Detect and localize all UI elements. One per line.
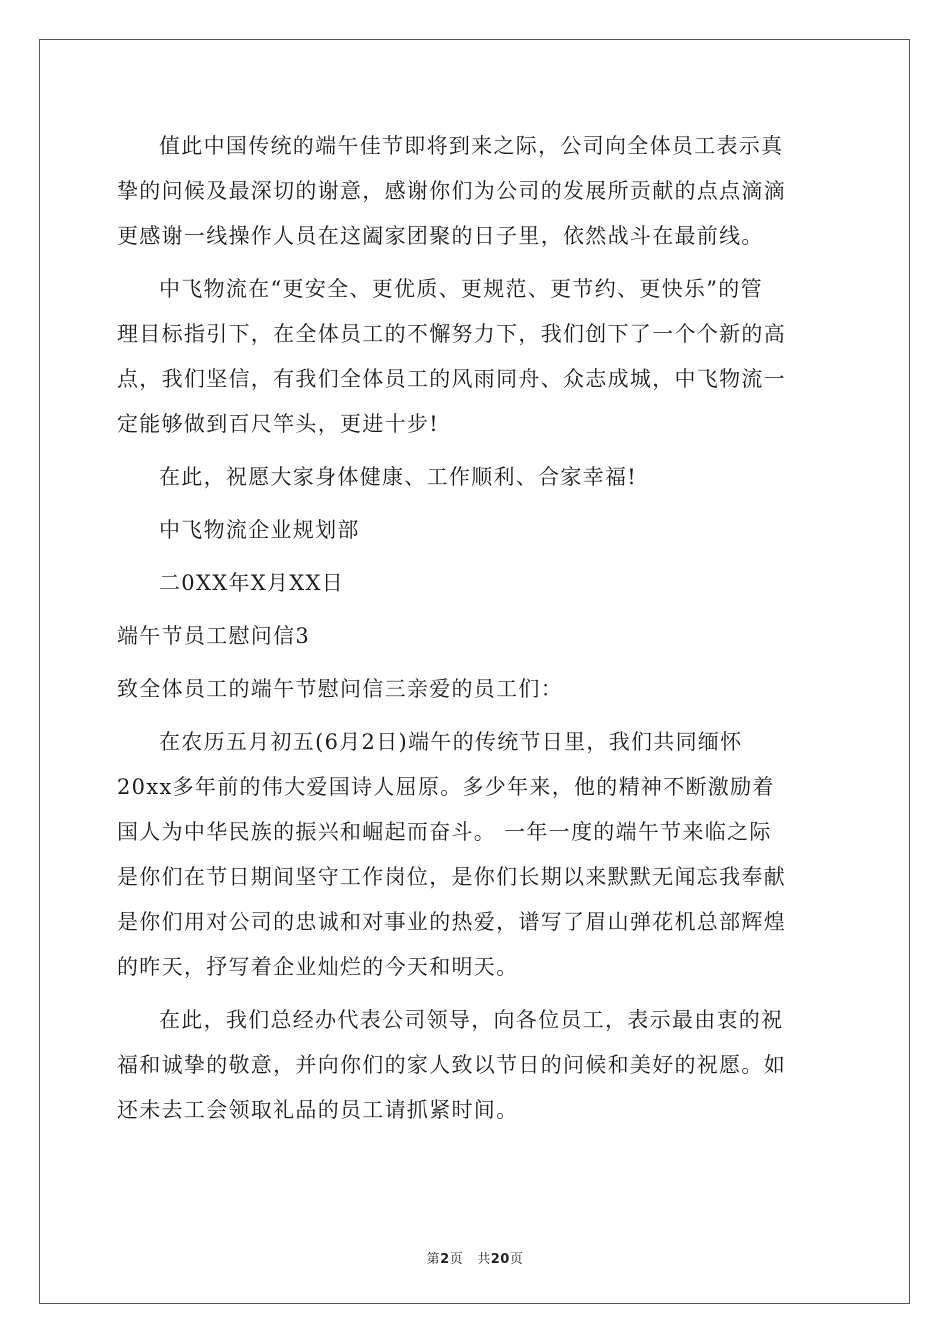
paragraph-closing [117,998,833,1133]
text-line: 中飞物流在“更安全、更优质、更规范、更节约、更快乐”的管 [159,277,763,301]
page-suffix: 页 [449,1252,464,1267]
page-number: 2 [440,1252,450,1267]
text-line: 国人为中华民族的振兴和崛起而奋斗。 一年一度的端午节来临之际 [117,820,772,844]
text-line: 定能够做到百尺竿头，更进十步! [117,412,439,436]
signature-department: 中飞物流企业规划部 [159,518,360,542]
salutation-line: 致全体员工的端午节慰问信三亲爱的员工们： [117,677,563,701]
text-line: 福和诚挚的敬意，并向你们的家人致以节日的问候和美好的祝愿。如 [117,1053,786,1077]
paragraph-goals [117,267,833,447]
paragraph-festival [117,720,833,990]
text-line: 是你们在节日期间坚守工作岗位，是你们长期以来默默无闻忘我奉献 [117,865,786,889]
paragraph-greeting [117,124,833,259]
text-line: 在农历五月初五(6月2日)端午的传统节日里，我们共同缅怀 [159,730,743,754]
page-footer [0,1248,950,1267]
text-line: 20xx多年前的伟大爱国诗人屈原。多少年来，他的精神不断激励着 [117,775,775,799]
page-prefix: 第 [426,1252,441,1267]
text-line: 是你们用对公司的忠诚和对事业的热爱，谱写了眉山弹花机总部辉煌 [117,910,786,934]
total-pages: 20 [490,1252,510,1267]
text-line: 点，我们坚信，有我们全体员工的风雨同舟、众志成城，中飞物流一 [117,367,786,391]
text-line: 挚的问候及最深切的谢意，感谢你们为公司的发展所贡献的点点滴滴 [117,179,786,203]
text-line: 值此中国传统的端午佳节即将到来之际，公司向全体员工表示真 [159,134,784,158]
signature-date: 二0XX年X月XX日 [159,571,345,595]
blessing-line: 在此，祝愿大家身体健康、工作顺利、合家幸福! [159,465,638,489]
text-line: 更感谢一线操作人员在这阖家团聚的日子里，依然战斗在最前线。 [117,224,764,248]
total-prefix: 共 [477,1252,491,1267]
total-suffix: 页 [509,1252,524,1267]
text-line: 在此，我们总经办代表公司领导，向各位员工，表示最由衷的祝 [159,1008,784,1032]
text-line: 还未去工会领取礼品的员工请抓紧时间。 [117,1098,519,1122]
section-title: 端午节员工慰问信3 [117,624,311,648]
text-line: 理目标指引下，在全体员工的不懈努力下，我们创下了一个个新的高 [117,322,786,346]
document-body [117,124,833,1133]
text-line: 的昨天，抒写着企业灿烂的今天和明天。 [117,955,519,979]
